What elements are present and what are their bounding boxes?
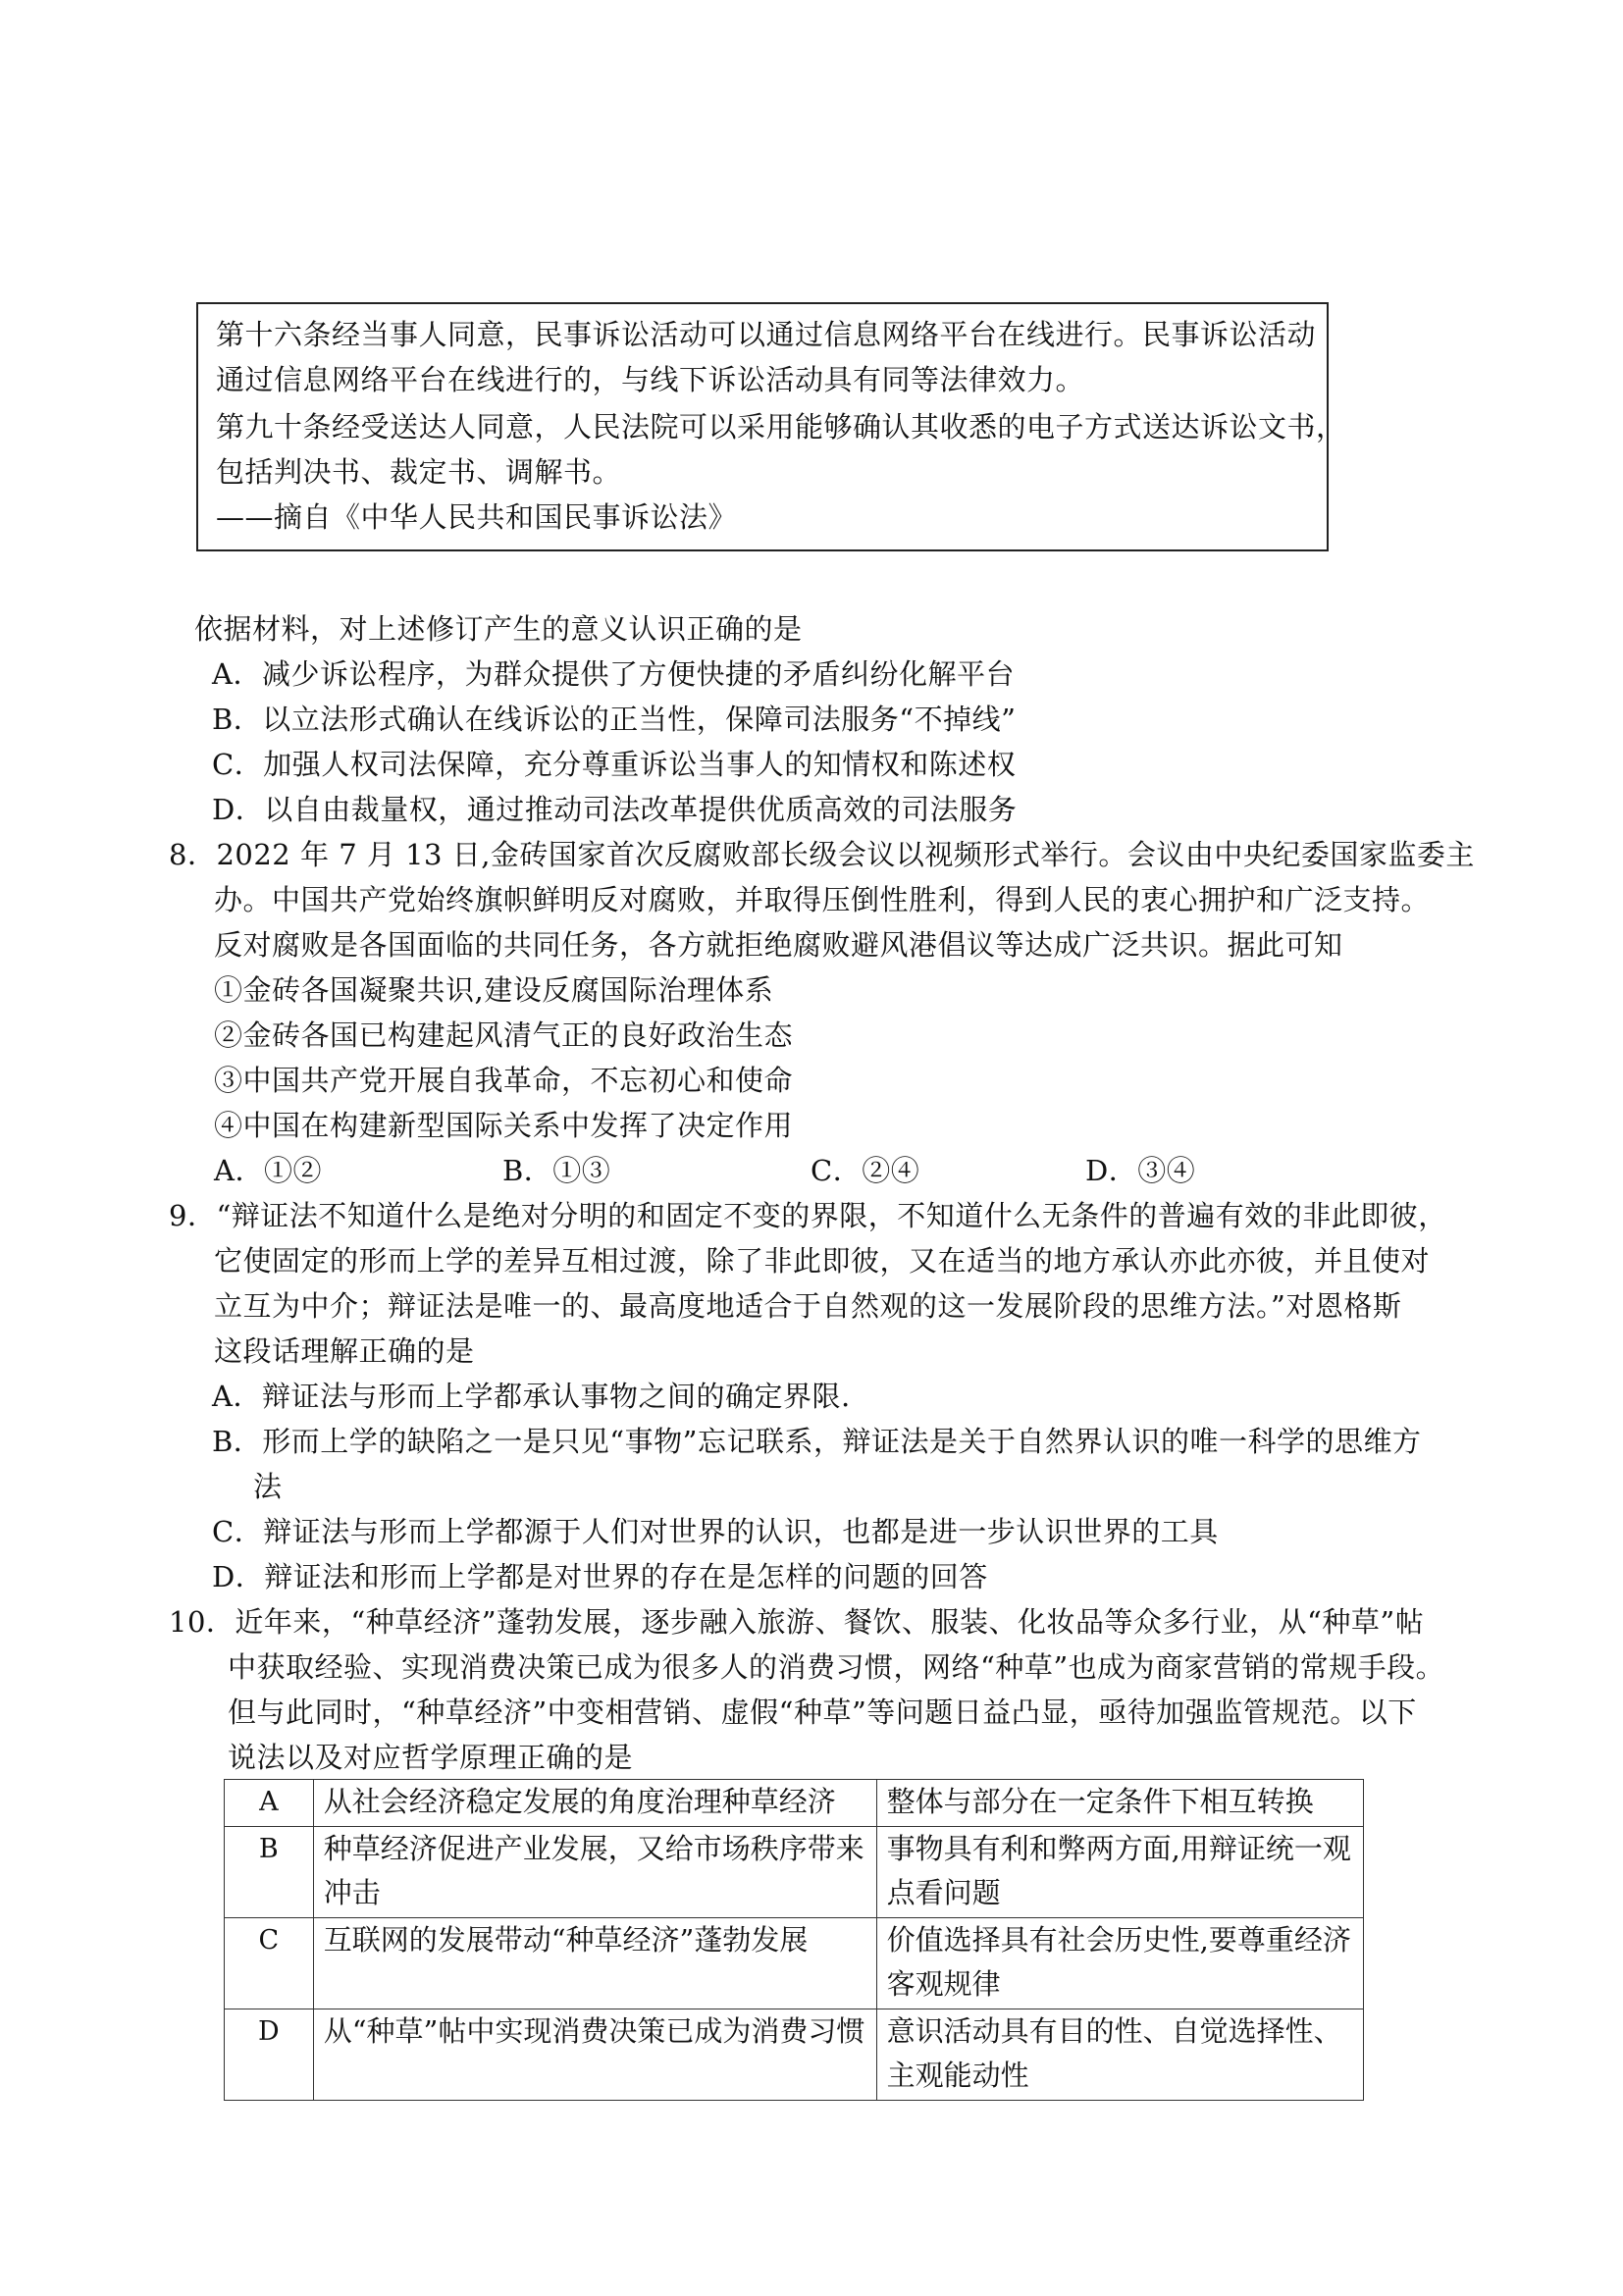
table-row: [225, 1827, 1364, 1918]
table-cell-principle: 事物具有利和弊两方面,用辩证统一观点看问题: [876, 1827, 1363, 1918]
material-line: 第九十条经受送达人同意，人民法院可以采用能够确认其收悉的电子方式送达诉讼文书，: [216, 410, 1345, 444]
q8-choice-a: A．①②: [214, 1154, 322, 1187]
q9-stem-line: 它使固定的形而上学的差异互相过渡，除了非此即彼，又在适当的地方承认亦此亦彼，并且使对: [214, 1244, 1431, 1278]
material-line: 通过信息网络平台在线进行的，与线下诉讼活动具有同等法律效力。: [216, 363, 1085, 396]
table-row: [225, 1780, 1364, 1827]
q8-stem-line: 8．2022 年 7 月 13 日,金砖国家首次反腐败部长级会议以视频形式举行。会议由中央纪委国家监委主: [169, 838, 1475, 871]
table-cell-statement: 互联网的发展带动“种草经济”蓬勃发展: [313, 1918, 876, 2009]
q9-stem-line: 这段话理解正确的是: [214, 1334, 475, 1368]
q10-stem-line: 但与此同时，“种草经济”中变相营销、虚假“种草”等问题日益凸显，亟待加强监管规范。以下: [228, 1696, 1417, 1729]
q10-stem-line: 中获取经验、实现消费决策已成为很多人的消费习惯，网络“种草”也成为商家营销的常规手段。: [228, 1650, 1445, 1684]
material-box: [196, 302, 1345, 551]
table-cell-statement: 从社会经济稳定发展的角度治理种草经济: [313, 1780, 876, 1827]
table-row: [225, 1918, 1364, 2009]
q9-stem-line: 立互为中介；辩证法是唯一的、最高度地适合于自然观的这一发展阶段的思维方法。”对恩格斯: [214, 1289, 1402, 1323]
table-cell-letter: A: [225, 1780, 314, 1827]
q9-stem-line: 9．“辩证法不知道什么是绝对分明的和固定不变的界限，不知道什么无条件的普遍有效的非此即彼，: [169, 1199, 1447, 1232]
material-line: 包括判决书、裁定书、调解书。: [216, 455, 622, 489]
q10-options-table: [224, 1779, 1364, 2101]
table-cell-principle: 意识活动具有目的性、自觉选择性、主观能动性: [876, 2009, 1363, 2101]
q9-option-b: B．形而上学的缺陷之一是只见“事物”忘记联系，辩证法是关于自然界认识的唯一科学的思维方: [212, 1425, 1422, 1458]
table-cell-principle: 价值选择具有社会历史性,要尊重经济客观规律: [876, 1918, 1363, 2009]
table-cell-letter: D: [225, 2009, 314, 2101]
q8-choice-d: D．③④: [1085, 1154, 1196, 1187]
q9-option-d: D．辩证法和形而上学都是对世界的存在是怎样的问题的回答: [212, 1560, 988, 1593]
q8-item: ②金砖各国已构建起风清气正的良好政治生态: [214, 1018, 794, 1052]
material-source: ——摘自《中华人民共和国民事诉讼法》: [216, 500, 738, 534]
q7-option-a: A．减少诉讼程序，为群众提供了方便快捷的矛盾纠纷化解平台: [212, 657, 1015, 691]
q8-stem-line: 反对腐败是各国面临的共同任务，各方就拒绝腐败避风港倡议等达成广泛共识。据此可知: [214, 928, 1343, 962]
table-cell-statement: 种草经济促进产业发展，又给市场秩序带来冲击: [313, 1827, 876, 1918]
q7-stem: 依据材料，对上述修订产生的意义认识正确的是: [194, 612, 803, 646]
q8-choice-b: B．①③: [502, 1154, 611, 1187]
material-line: 第十六条经当事人同意，民事诉讼活动可以通过信息网络平台在线进行。民事诉讼活动: [216, 318, 1317, 351]
q8-choice-c: C．②④: [811, 1154, 920, 1187]
q7-option-c: C．加强人权司法保障，充分尊重诉讼当事人的知情权和陈述权: [212, 748, 1017, 781]
q8-item: ①金砖各国凝聚共识,建设反腐国际治理体系: [214, 973, 774, 1007]
q10-stem-line: 说法以及对应哲学原理正确的是: [228, 1741, 634, 1774]
table-row: [225, 2009, 1364, 2101]
q7-option-b: B．以立法形式确认在线诉讼的正当性，保障司法服务“不掉线”: [212, 703, 1017, 736]
q9-option-c: C．辩证法与形而上学都源于人们对世界的认识，也都是进一步认识世界的工具: [212, 1515, 1219, 1548]
table-cell-statement: 从“种草”帖中实现消费决策已成为消费习惯: [313, 2009, 876, 2101]
table-cell-principle: 整体与部分在一定条件下相互转换: [876, 1780, 1363, 1827]
q10-stem-line: 10．近年来，“种草经济”蓬勃发展，逐步融入旅游、餐饮、服装、化妆品等众多行业，从“种草”帖: [169, 1605, 1425, 1639]
table-cell-letter: C: [225, 1918, 314, 2009]
q8-stem-line: 办。中国共产党始终旗帜鲜明反对腐败，并取得压倒性胜利，得到人民的衷心拥护和广泛支持。: [214, 883, 1431, 916]
q8-item: ③中国共产党开展自我革命，不忘初心和使命: [214, 1064, 794, 1097]
q7-option-d: D．以自由裁量权，通过推动司法改革提供优质高效的司法服务: [212, 793, 1018, 826]
q8-item: ④中国在构建新型国际关系中发挥了决定作用: [214, 1109, 794, 1142]
q9-option-b-cont: 法: [253, 1470, 283, 1503]
table-cell-letter: B: [225, 1827, 314, 1918]
q9-option-a: A．辩证法与形而上学都承认事物之间的确定界限.: [212, 1380, 851, 1413]
